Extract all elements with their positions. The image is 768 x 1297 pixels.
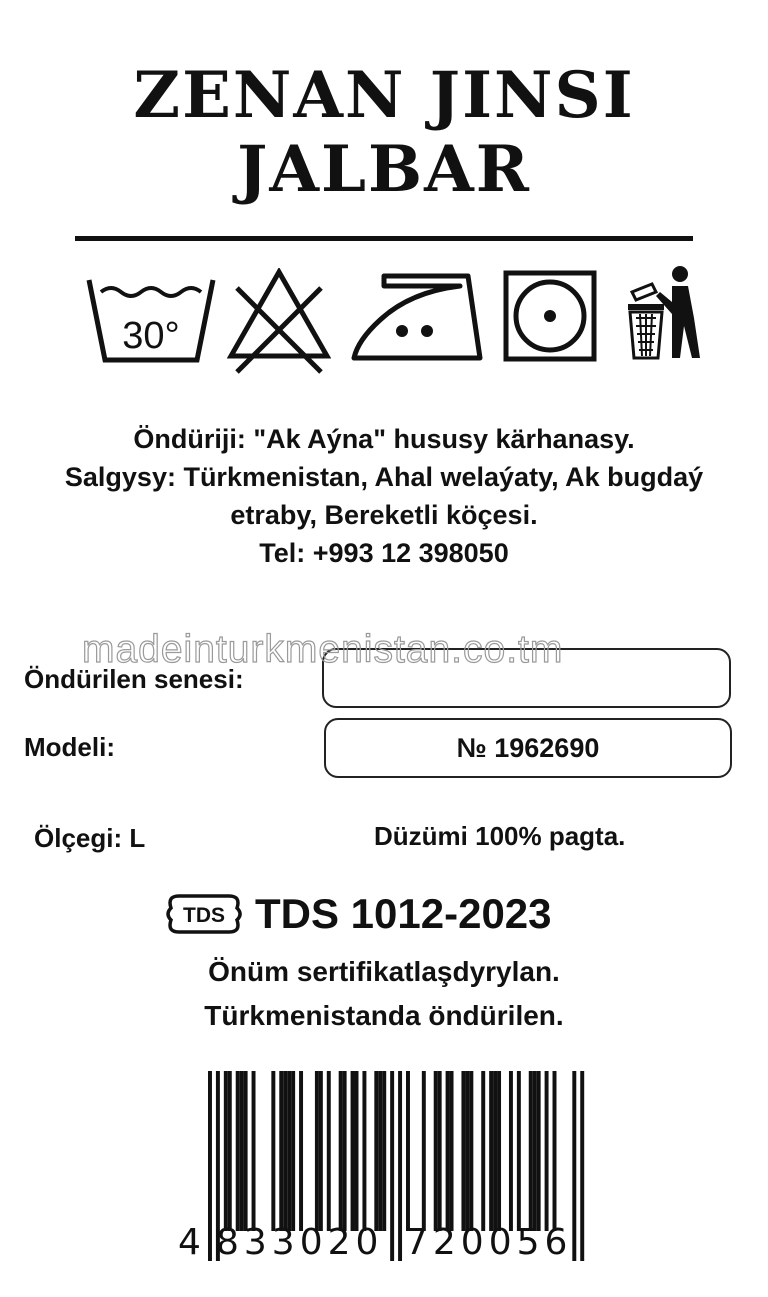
barcode-bar: [291, 1071, 295, 1231]
barcode-left-group: 833020: [216, 1222, 384, 1263]
barcode-bar: [529, 1071, 533, 1231]
barcode-bar: [244, 1071, 248, 1231]
barcode-bar: [469, 1071, 473, 1231]
barcode-bar: [450, 1071, 454, 1231]
barcode-bar: [378, 1071, 382, 1231]
barcode-bar: [252, 1071, 256, 1231]
product-title-line2: JALBAR: [237, 132, 531, 207]
made-in-line: Türkmenistanda öndürilen.: [204, 1000, 564, 1031]
barcode-bar: [422, 1071, 426, 1231]
barcode-bar: [537, 1071, 541, 1231]
barcode-bar: [481, 1071, 485, 1231]
barcode-bar: [279, 1071, 283, 1231]
barcode-bar: [374, 1071, 378, 1231]
barcode-bar: [351, 1071, 355, 1231]
address-line1: Salgysy: Türkmenistan, Ahal welaýaty, Ak bugdaý: [64, 462, 704, 492]
barcode-bar: [390, 1071, 394, 1261]
barcode-bar: [572, 1071, 576, 1261]
barcode-bar: [497, 1071, 501, 1231]
barcode-bar: [355, 1071, 359, 1231]
production-date-label: Öndürilen senesi:: [24, 664, 244, 694]
barcode-first-digit: 4: [178, 1222, 201, 1263]
barcode-bar: [545, 1071, 549, 1231]
tds-logo-text: TDS: [183, 904, 225, 927]
barcode-bar: [339, 1071, 343, 1231]
standard-code: TDS 1012-2023: [255, 890, 552, 937]
barcode-bar: [533, 1071, 537, 1231]
barcode-bar: [299, 1071, 303, 1231]
barcode-right-group: 720056: [405, 1222, 573, 1263]
barcode-bar: [228, 1071, 232, 1231]
barcode-bar: [271, 1071, 275, 1231]
barcode-bar: [398, 1071, 402, 1261]
barcode-bar: [446, 1071, 450, 1231]
barcode-bar: [461, 1071, 465, 1231]
barcode-bar: [580, 1071, 584, 1261]
barcode-bar: [319, 1071, 323, 1231]
barcode-bar: [224, 1071, 228, 1231]
certified-line: Önüm sertifikatlaşdyrylan.: [208, 956, 560, 987]
barcode-bar: [553, 1071, 557, 1231]
barcode-bar: [362, 1071, 366, 1231]
phone-line: Tel: +993 12 398050: [259, 538, 509, 568]
size-label: Ölçegi: L: [34, 823, 146, 853]
barcode-bar: [236, 1071, 240, 1231]
barcode-bar: [287, 1071, 291, 1231]
barcode-bar: [283, 1071, 287, 1231]
model-number: № 1962690: [456, 733, 600, 763]
wash-temp-label: 30°: [122, 315, 180, 357]
manufacturer-line: Öndüriji: "Ak Aýna" hususy kärhanasy.: [133, 424, 635, 454]
model-label: Modeli:: [24, 732, 115, 762]
watermark: madeinturkmenistan.co.tm: [82, 628, 564, 671]
barcode-bar: [208, 1071, 212, 1261]
barcode-bar: [517, 1071, 521, 1231]
barcode-bar: [406, 1071, 410, 1231]
barcode-bar: [493, 1071, 497, 1231]
barcode-bar: [240, 1071, 244, 1231]
barcode-bar: [509, 1071, 513, 1231]
composition-label: Düzümi 100% pagta.: [374, 821, 626, 851]
barcode-bar: [315, 1071, 319, 1231]
barcode-bar: [438, 1071, 442, 1231]
product-title-line1: ZENAN JINSI: [133, 58, 635, 133]
barcode-bar: [343, 1071, 347, 1231]
barcode-bar: [434, 1071, 438, 1231]
barcode-bar: [327, 1071, 331, 1231]
barcode-bar: [465, 1071, 469, 1231]
barcode-bar: [382, 1071, 386, 1231]
barcode-bar: [489, 1071, 493, 1231]
address-line2: etraby, Bereketli köçesi.: [230, 500, 538, 530]
